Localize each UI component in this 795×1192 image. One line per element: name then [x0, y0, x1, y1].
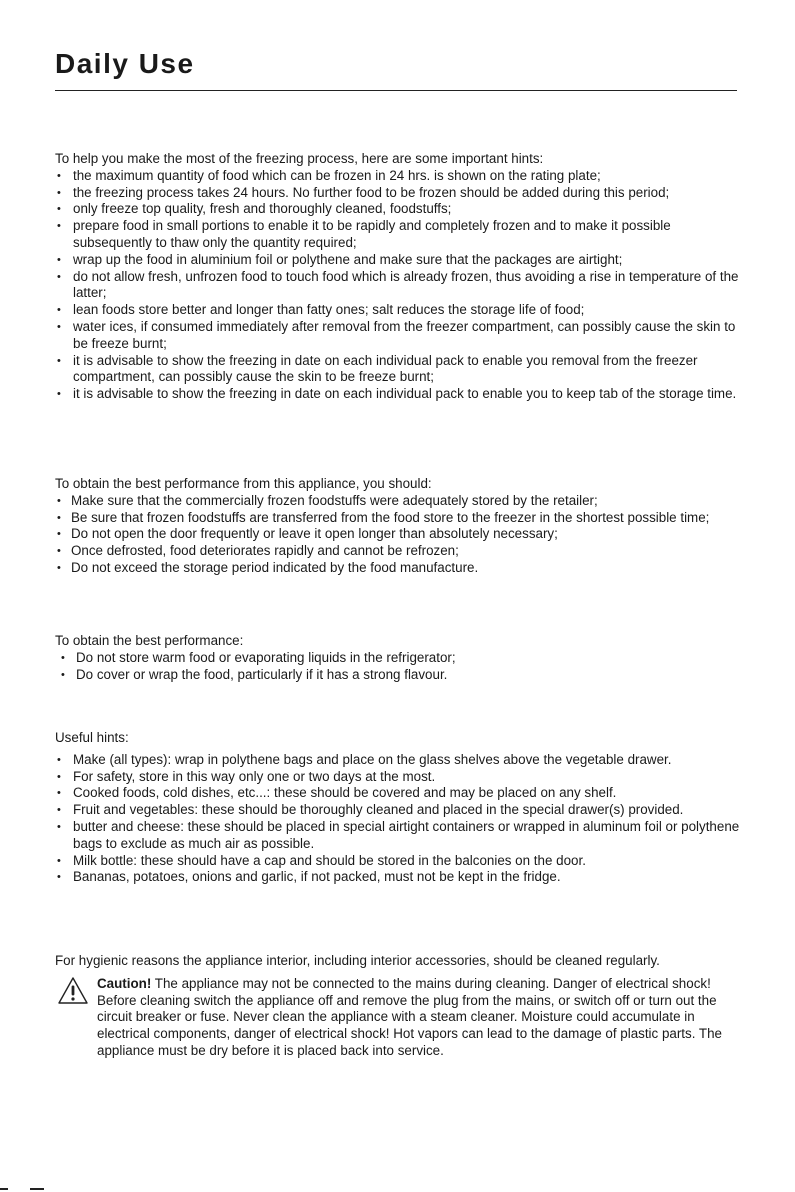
list-item: • Be sure that frozen foodstuffs are transferred from the food store to the freezer in the shortest possible time; — [55, 510, 740, 527]
page-title: Daily Use — [55, 48, 195, 79]
title-divider — [55, 90, 737, 91]
page-crop-marks — [0, 1188, 60, 1190]
list-item: • Make (all types): wrap in polythene bags and place on the glass shelves above the vegetable drawer. — [55, 752, 740, 769]
caution-text: The appliance may not be connected to the mains during cleaning. Danger of electrical shock! Before cleaning switch the appliance off and remove the plug from the mains, or switch off or turn out the circuit breaker or fuse. Never clean the appliance with a steam cleaner. Moisture could accumulate in electrical components, danger of electrical shock! Hot vapors can lead to the damage of plastic parts. The appliance must be dry before it is placed back into service. — [97, 975, 722, 1058]
performance-intro: To obtain the best performance from this appliance, you should: — [55, 476, 432, 491]
list-item: • prepare food in small portions to enable it to be rapidly and completely frozen and to make it possible subsequently to thaw only the quantity required; — [55, 218, 740, 252]
performance-list — [55, 493, 740, 577]
list-item: • Bananas, potatoes, onions and garlic, if not packed, must not be kept in the fridge. — [55, 869, 740, 886]
useful-hints-section — [55, 730, 740, 886]
best-intro: To obtain the best performance: — [55, 633, 244, 648]
list-item: • wrap up the food in aluminium foil or polythene and make sure that the packages are airtight; — [55, 252, 740, 269]
list-item: • Once defrosted, food deteriorates rapidly and cannot be refrozen; — [55, 543, 740, 560]
list-item: • butter and cheese: these should be placed in special airtight containers or wrapped in aluminum foil or polythene bags to exclude as much air as possible. — [55, 819, 740, 853]
list-item: • Cooked foods, cold dishes, etc...: these should be covered and may be placed on any shelf. — [55, 785, 740, 802]
best-performance-section — [55, 633, 740, 683]
list-item: • For safety, store in this way only one or two days at the most. — [55, 769, 740, 786]
freezing-intro: To help you make the most of the freezing process, here are some important hints: — [55, 151, 544, 166]
appliance-performance-section — [55, 476, 740, 577]
list-item: • Milk bottle: these should have a cap and should be stored in the balconies on the door. — [55, 853, 740, 870]
list-item: • Do not exceed the storage period indicated by the food manufacture. — [55, 560, 740, 577]
list-item: • the freezing process takes 24 hours. No further food to be frozen should be added during this period; — [55, 185, 740, 202]
caution-notice — [55, 976, 740, 1060]
caution-label: Caution! — [97, 975, 152, 991]
hints-intro: Useful hints: — [55, 730, 129, 745]
list-item: • Do cover or wrap the food, particularly if it has a strong flavour. — [55, 667, 740, 684]
hints-list — [55, 752, 740, 886]
list-item: • it is advisable to show the freezing in date on each individual pack to enable you to keep tab of the storage time. — [55, 386, 740, 403]
list-item: • the maximum quantity of food which can be frozen in 24 hrs. is shown on the rating plate; — [55, 168, 740, 185]
list-item: • lean foods store better and longer than fatty ones; salt reduces the storage life of food; — [55, 302, 740, 319]
cleaning-section — [55, 953, 740, 1060]
cleaning-intro: For hygienic reasons the appliance interior, including interior accessories, should be cleaned regularly. — [55, 953, 660, 968]
list-item: • Fruit and vegetables: these should be thoroughly cleaned and placed in the special drawer(s) provided. — [55, 802, 740, 819]
list-item: • do not allow fresh, unfrozen food to touch food which is already frozen, thus avoiding a rise in temperature of the latter; — [55, 269, 740, 303]
best-list — [55, 650, 740, 684]
list-item: • only freeze top quality, fresh and thoroughly cleaned, foodstuffs; — [55, 201, 740, 218]
list-item: • water ices, if consumed immediately after removal from the freezer compartment, can possibly cause the skin to be freeze burnt; — [55, 319, 740, 353]
freezing-hints-section — [55, 151, 740, 403]
list-item: • Do not store warm food or evaporating liquids in the refrigerator; — [55, 650, 740, 667]
list-item: • Make sure that the commercially frozen foodstuffs were adequately stored by the retailer; — [55, 493, 740, 510]
list-item: • Do not open the door frequently or leave it open longer than absolutely necessary; — [55, 526, 740, 543]
freezing-list — [55, 168, 740, 403]
warning-triangle-icon — [57, 976, 89, 1006]
list-item: • it is advisable to show the freezing in date on each individual pack to enable you removal from the freezer compartment, can possibly cause the skin to be freeze burnt; — [55, 353, 740, 387]
